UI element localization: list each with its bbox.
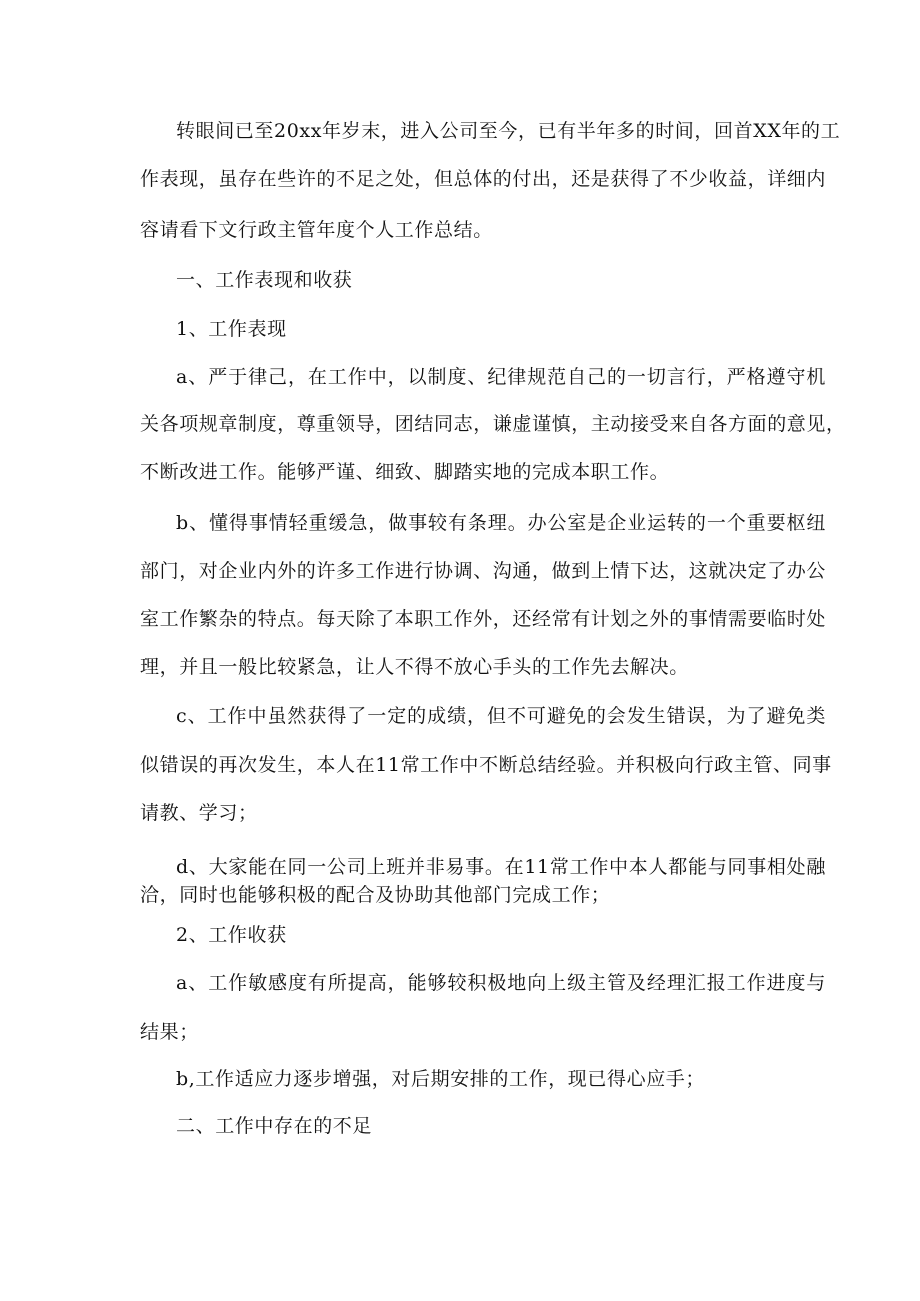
subsection-heading-2: 2、工作收获 <box>176 924 287 946</box>
para-d-line-1: d、大家能在同一公司上班并非易事。在11常工作中本人都能与同事相处融 <box>176 856 826 878</box>
para-b-line-2: 部门，对企业内外的许多工作进行协调、沟通，做到上情下达，这就决定了办公 <box>140 560 827 582</box>
para-c-line-2: 似错误的再次发生，本人在11常工作中不断总结经验。并积极向行政主管、同事 <box>140 754 832 776</box>
para-b-line-1: b、懂得事情轻重缓急，做事较有条理。办公室是企业运转的一个重要枢纽 <box>176 512 826 534</box>
subsection-heading-1: 1、工作表现 <box>176 318 287 340</box>
gain-a-line-1: a、工作敏感度有所提高，能够较积极地向上级主管及经理汇报工作进度与 <box>176 972 826 994</box>
section-heading-2: 二、工作中存在的不足 <box>176 1115 373 1137</box>
para-c-line-3: 请教、学习； <box>140 802 258 824</box>
gain-a-line-2: 结果； <box>140 1021 199 1043</box>
para-a-line-3: 不断改进工作。能够严谨、细致、脚踏实地的完成本职工作。 <box>140 461 670 483</box>
intro-line-2: 作表现，虽存在些许的不足之处，但总体的付出，还是获得了不少收益，详细内 <box>140 168 827 190</box>
para-c-line-1: c、工作中虽然获得了一定的成绩，但不可避免的会发生错误，为了避免类 <box>176 705 826 727</box>
para-b-line-4: 理，并且一般比较紧急，让人不得不放心手头的工作先去解决。 <box>140 656 689 678</box>
gain-b-line: b,工作适应力逐步增强，对后期安排的工作，现已得心应手； <box>176 1068 706 1090</box>
intro-line-3: 容请看下文行政主管年度个人工作总结。 <box>140 219 493 241</box>
para-d-line-2: 洽，同时也能够积极的配合及协助其他部门完成工作； <box>140 884 611 906</box>
para-b-line-3: 室工作繁杂的特点。每天除了本职工作外，还经常有计划之外的事情需要临时处 <box>140 608 827 630</box>
para-a-line-1: a、严于律己，在工作中，以制度、纪律规范自己的一切言行，严格遵守机 <box>176 366 826 388</box>
para-a-line-2: 关各项规章制度，尊重领导，团结同志，谦虚谨慎，主动接受来自各方面的意见， <box>140 413 846 435</box>
section-heading-1: 一、工作表现和收获 <box>176 269 353 291</box>
intro-line-1: 转眼间已至20xx年岁末，进入公司至今，已有半年多的时间，回首XX年的工 <box>176 120 841 142</box>
